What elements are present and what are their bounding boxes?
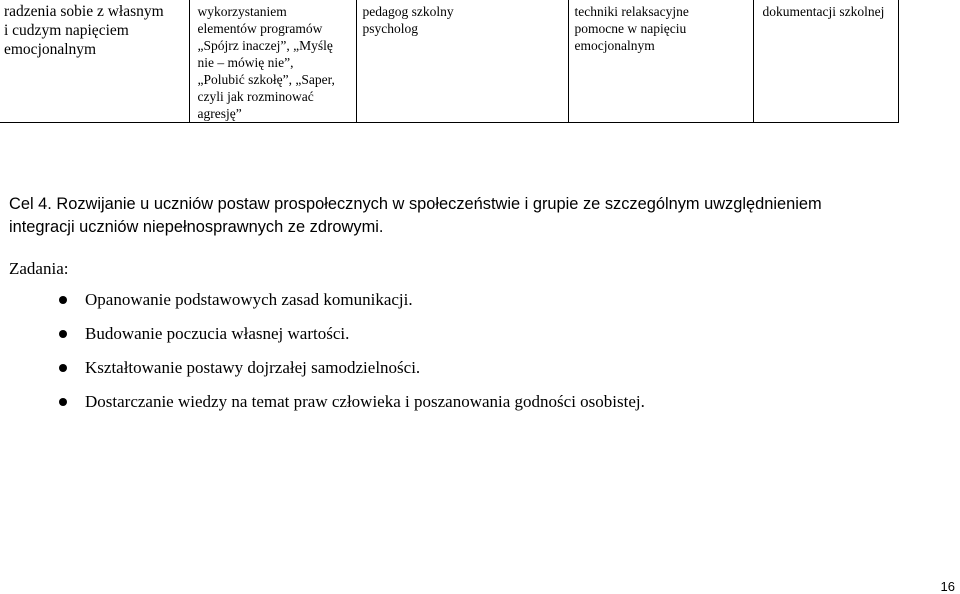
bullet-icon bbox=[59, 364, 67, 372]
goal-heading bbox=[9, 193, 959, 239]
cell-text-line: emocjonalnym bbox=[4, 41, 97, 58]
cell-text-line: psycholog bbox=[362, 21, 418, 36]
cell-text-line: radzenia sobie z własnym bbox=[4, 3, 164, 20]
table-cell-evaluation bbox=[753, 0, 898, 123]
cell-text-line: dokumentacji szkolnej bbox=[762, 4, 885, 19]
cell-text-line: techniki relaksacyjne bbox=[574, 4, 689, 19]
task-text: Dostarczanie wiedzy na temat praw człowieka i poszanowania godności osobistej. bbox=[85, 392, 645, 411]
goal-heading-line: integracji uczniów niepełnosprawnych ze zdrowymi. bbox=[9, 218, 384, 236]
bullet-icon bbox=[59, 330, 67, 338]
tasks-title: Zadania: bbox=[9, 259, 69, 278]
table-row bbox=[0, 0, 898, 123]
bullet-icon bbox=[59, 398, 67, 406]
task-text: Opanowanie podstawowych zasad komunikacji. bbox=[85, 290, 413, 309]
cell-text-line: „Spójrz inaczej”, „Myślę bbox=[197, 38, 333, 53]
list-item bbox=[0, 391, 960, 425]
task-text: Kształtowanie postawy dojrzałej samodzielności. bbox=[85, 358, 421, 377]
list-item bbox=[0, 289, 960, 323]
cell-text-line: emocjonalnym bbox=[574, 38, 655, 53]
cell-text-line: elementów programów bbox=[197, 21, 323, 36]
cell-text-line: pedagog szkolny bbox=[362, 4, 454, 19]
goal-heading-line: Cel 4. Rozwijanie u uczniów postaw prospołecznych w społeczeństwie i grupie ze szczególnym uwzględnieniem bbox=[9, 195, 822, 213]
page-number: 16 bbox=[940, 579, 955, 594]
activities-table-fragment bbox=[0, 0, 899, 123]
tasks-list bbox=[0, 289, 960, 425]
cell-text-line: nie – mówię nie”, bbox=[197, 55, 294, 70]
list-item bbox=[0, 357, 960, 391]
task-text: Budowanie poczucia własnej wartości. bbox=[85, 324, 350, 343]
table-cell-effects bbox=[568, 0, 753, 123]
cell-text-line: wykorzystaniem bbox=[197, 4, 287, 19]
table-cell-methods bbox=[189, 0, 356, 123]
cell-text-line: pomocne w napięciu bbox=[574, 21, 687, 36]
cell-text-line: „Polubić szkołę”, „Saper, bbox=[197, 72, 335, 87]
cell-text-line: i cudzym napięciem bbox=[4, 22, 129, 39]
bullet-icon bbox=[59, 296, 67, 304]
table-cell-area bbox=[0, 0, 189, 123]
cell-text-line: agresję” bbox=[197, 106, 242, 121]
cell-text-line: czyli jak rozminować bbox=[197, 89, 314, 104]
list-item bbox=[0, 323, 960, 357]
table-cell-responsible bbox=[356, 0, 568, 123]
